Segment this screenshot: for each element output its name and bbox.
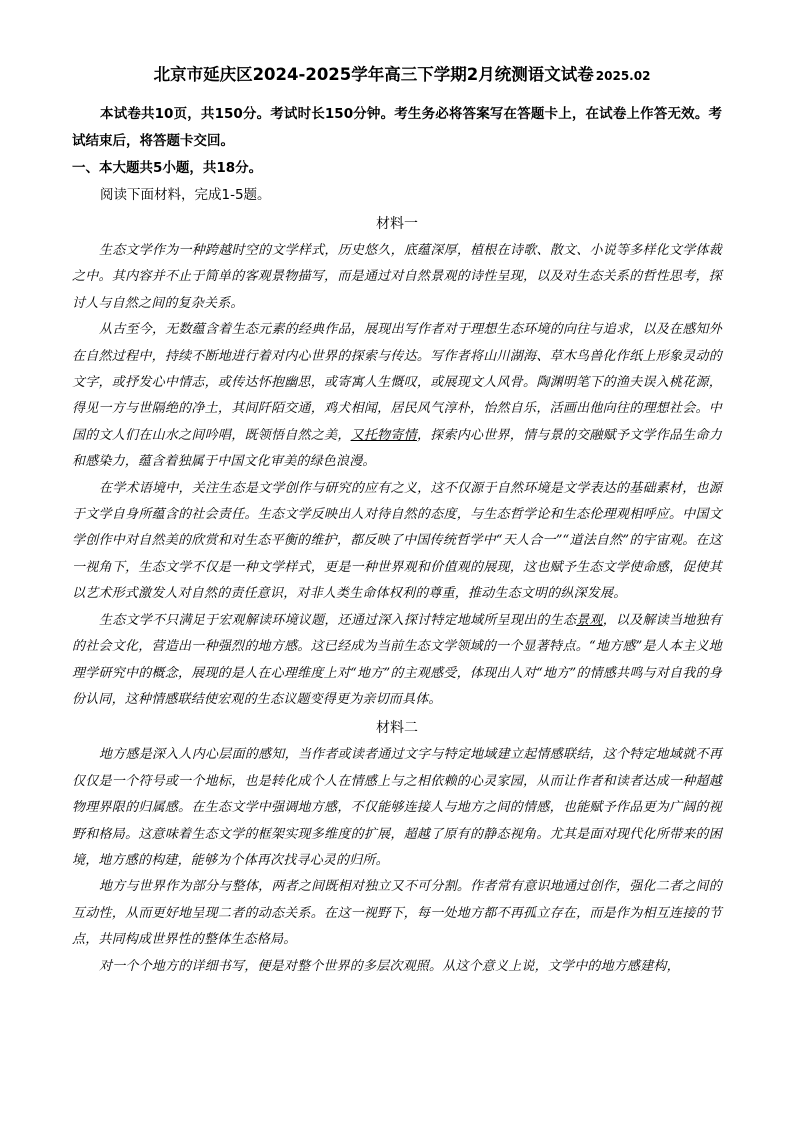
material-1-paragraph-4 — [72, 608, 722, 714]
title-text: 北京市延庆区2024-2025学年高三下学期2月统测语文试卷 — [153, 65, 594, 84]
material-2-paragraph-3: 对一个个地方的详细书写，便是对整个世界的多层次观照。从这个意义上说，文学中的地方感建构， — [99, 958, 680, 974]
reading-instruction: 阅读下面材料，完成1-5题。 — [100, 187, 271, 203]
paragraph-text: ，探索内心世界，情与景的交融赋予文学作品生命力和感染力，蕴含着独属于中国文化审美的绿色浪漫。 — [72, 427, 722, 470]
title-date: 2025.02 — [595, 69, 651, 83]
material-1-paragraph-1: 生态文学作为一种跨越时空的文学样式，历史悠久，底蕴深厚，植根在诗歌、散文、小说等多样化文学体裁之中。其内容并不止于简单的客观景物描写，而是通过对自然景观的诗性呈现，以及对生态关系的哲性思考，探讨人与自然之间的复杂关系。 — [72, 243, 722, 311]
paragraph-text: ，以及解读当地独有的社会文化，营造出一种强烈的地方感。这已经成为当前生态文学领域的一个显著特点。“地方感”是人本主义地理学研究中的概念，展现的是人在心理维度上对“地方”的主观感受，体现出人对“地方”的情感共鸣与对自我的身份认同，这种情感联结使宏观的生态议题变得更为亲切而具体。 — [72, 612, 722, 707]
material-2-paragraph-1: 地方感是深入人内心层面的感知，当作者或读者通过文字与特定地域建立起情感联结，这个特定地域就不再仅仅是一个符号或一个地标，也是转化成个人在情感上与之相依赖的心灵家园，从而让作者和读者达成一种超越物理界限的归属感。在生态文学中强调地方感，不仅能够连接人与地方之间的情感，也能赋予作品更为广阔的视野和格局。这意味着生态文学的框架实现多维度的扩展，超越了原有的静态视角。尤其是面对现代化所带来的困境，地方感的构建，能够为个体再次找寻心灵的归所。 — [72, 747, 722, 868]
underlined-phrase: 景观 — [576, 612, 603, 628]
page-title — [72, 64, 722, 87]
paragraph-text: 生态文学不只满足于宏观解读环境议题，还通过深入探讨特定地域所呈现出的生态 — [99, 612, 577, 628]
material-1-heading: 材料一 — [376, 216, 418, 232]
section-heading: 一、本大题共5小题，共18分。 — [72, 160, 263, 176]
material-1-paragraph-3: 在学术语境中，关注生态是文学创作与研究的应有之义，这不仅源于自然环境是文学表达的基础素材，也源于文学自身所蕴含的社会责任。生态文学反映出人对待自然的态度，与生态哲学论和生态伦理观相呼应。中国文学创作中对自然美的欣赏和对生态平衡的维护，都反映了中国传统哲学中“天人合一”“道法自然”的宇宙观。在这一视角下，生态文学不仅是一种文学样式，更是一种世界观和价值观的展现，这也赋予生态文学使命感，促使其以艺术形式激发人对自然的责任意识，对非人类生命体权利的尊重，推动生态文明的纵深发展。 — [72, 480, 722, 602]
underlined-phrase: 又托物寄情 — [350, 427, 417, 443]
exam-page — [72, 64, 722, 980]
material-2-heading: 材料二 — [376, 720, 418, 737]
exam-instructions: 本试卷共10页，共150分。考试时长150分钟。考生务必将答案写在答题卡上，在试卷上作答无效。考试结束后，将答题卡交回。 — [72, 106, 722, 149]
material-2-paragraph-2: 地方与世界作为部分与整体，两者之间既相对独立又不可分割。作者常有意识地通过创作，强化二者之间的互动性，从而更好地呈现二者的动态关系。在这一视野下，每一处地方都不再孤立存在，而是作为相互连接的节点，共同构成世界性的整体生态格局。 — [72, 879, 722, 948]
material-1-paragraph-2 — [72, 317, 722, 475]
paragraph-text: 从古至今，无数蕴含着生态元素的经典作品，展现出写作者对于理想生态环境的向往与追求，以及在感知外在自然过程中，持续不断地进行着对内心世界的探索与传达。写作者将山川湖海、草木鸟兽化作纸上形象灵动的文字，或抒发心中情志，或传达怀抱幽思，或寄寓人生慨叹，或展现文人风骨。陶渊明笔下的渔夫误入桃花源，得见一方与世隔绝的净土，其间阡陌交通，鸡犬相闻，居民风气淳朴，怡然自乐，活画出他向往的理想社会。中国的文人们在山水之间吟唱，既领悟自然之美， — [72, 322, 722, 443]
